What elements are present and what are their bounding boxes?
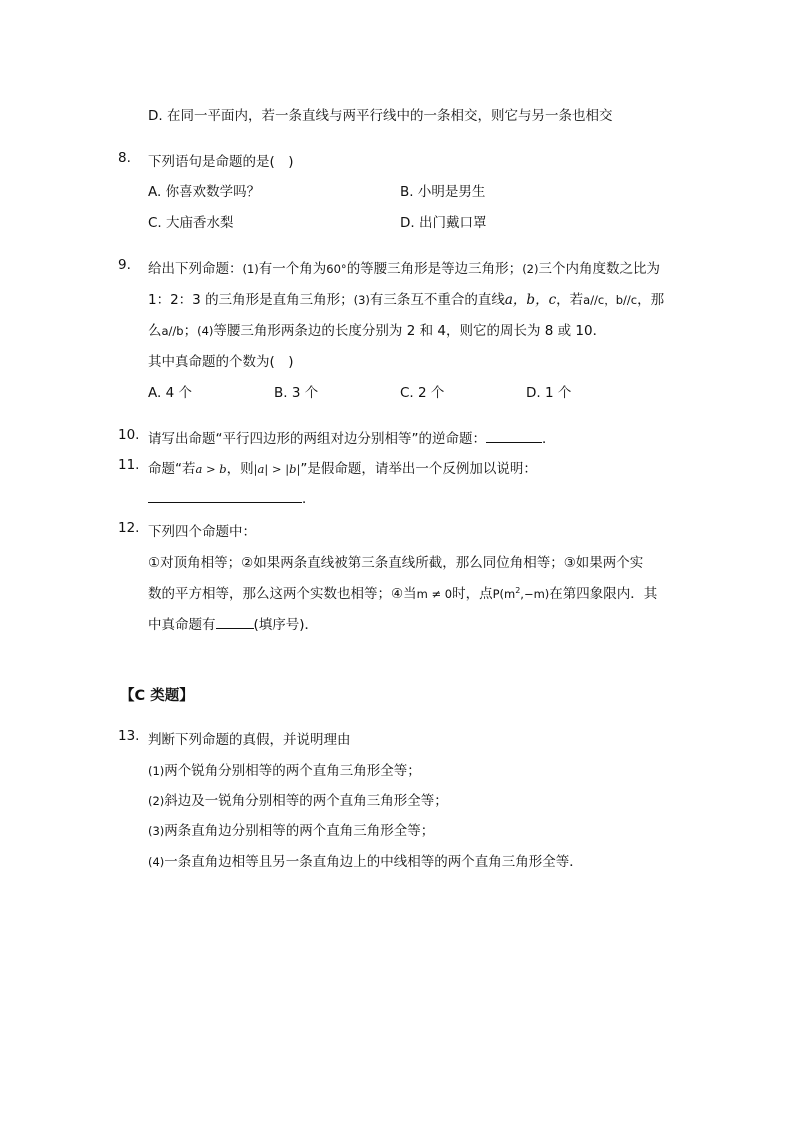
q9-ratio: 1：2：3 <box>148 292 201 308</box>
q10-end: ． <box>542 431 556 447</box>
q12-point-exponent: 2 <box>515 586 521 596</box>
q12-line-2 <box>148 582 657 602</box>
q12-condition: m ≠ 0 <box>416 587 453 601</box>
q11-text: ，则 <box>226 461 254 477</box>
q12-answer-blank[interactable] <box>216 616 254 629</box>
q9-label-2: (2) <box>522 262 539 276</box>
q10-number: 10. <box>118 427 140 443</box>
q13-item-2 <box>148 789 448 809</box>
q11-end: ． <box>302 491 316 507</box>
q9-label-4: (4) <box>197 324 214 338</box>
q9-text: 有三条互不重合的直线 <box>369 292 505 308</box>
q8-number: 8. <box>118 150 131 166</box>
q13-item-text: 一条直角边相等且另一条直角边上的中线相等的两个直角三角形全等． <box>164 854 583 870</box>
q7-option-d: D. 在同一平面内，若一条直线与两平行线中的一条相交，则它与另一条也相交 <box>148 108 613 124</box>
q11-text: ”是假命题，请举出一个反例加以说明： <box>300 461 537 477</box>
q9-line-1 <box>148 257 660 277</box>
q11-stem <box>148 457 537 477</box>
q8-option-b: B. 小明是男生 <box>400 184 486 200</box>
q9-angle: 60° <box>326 262 347 276</box>
q9-text: ，那 <box>637 292 665 308</box>
q12-point <box>493 587 550 601</box>
q10-stem <box>148 427 556 447</box>
q11-text: 命题“若 <box>148 461 196 477</box>
q9-parallel-result: a//b <box>161 324 184 338</box>
q13-item-text: 两个锐角分别相等的两个直角三角形全等； <box>164 763 421 779</box>
q9-text: ，若 <box>556 292 584 308</box>
section-c-title: 【C 类题】 <box>120 688 194 704</box>
q9-option-d: D. 1 个 <box>526 385 572 401</box>
q12-number: 12. <box>118 520 140 536</box>
q12-text: 时，点 <box>452 586 493 602</box>
q8-stem: 下列语句是命题的是( ) <box>148 154 294 170</box>
q13-stem: 判断下列命题的真假，并说明理由 <box>148 732 351 748</box>
q11-number: 11. <box>118 457 140 473</box>
q9-label-1: (1) <box>242 262 259 276</box>
q9-line-4: 其中真命题的个数为( ) <box>148 354 294 370</box>
q9-text: 的三角形是直角三角形； <box>200 292 354 308</box>
q13-item-text: 斜边及一锐角分别相等的两个直角三角形全等； <box>164 793 448 809</box>
q9-text: 给出下列命题： <box>148 261 243 277</box>
q11-condition: a > b <box>195 462 227 476</box>
q13-item-4 <box>148 850 583 870</box>
q13-item-label: (1) <box>148 764 165 778</box>
q13-item-label: (4) <box>148 855 165 869</box>
q9-text: 三个内角度数之比为 <box>538 261 660 277</box>
q12-stem: 下列四个命题中： <box>148 524 256 540</box>
q11-conclusion: |a| > |b| <box>253 462 301 476</box>
q12-line-3 <box>148 613 318 633</box>
q13-number: 13. <box>118 728 140 744</box>
q8-option-c: C. 大庙香水梨 <box>148 215 234 231</box>
q13-item-text: 两条直角边分别相等的两个直角三角形全等； <box>164 823 435 839</box>
q9-line-2 <box>148 288 664 308</box>
q11-answer-blank[interactable] <box>148 490 302 503</box>
q9-text: 有一个角为 <box>258 261 327 277</box>
q13-item-label: (2) <box>148 794 165 808</box>
q9-parallel-cond: a//c，b//c <box>583 293 638 307</box>
q9-text: 等腰三角形两条边的长度分别为 2 和 4，则它的周长为 8 或 10． <box>213 323 607 339</box>
q9-number: 9. <box>118 257 131 273</box>
q9-text: ； <box>183 323 198 339</box>
q9-option-a: A. 4 个 <box>148 385 192 401</box>
q9-line-3 <box>148 319 606 339</box>
q12-text: (填序号)． <box>253 617 319 633</box>
q12-point-rest: ,−m) <box>520 587 550 601</box>
q12-text: 中真命题有 <box>148 617 216 633</box>
q9-text: 的等腰三角形是等边三角形； <box>346 261 523 277</box>
q11-answer-line <box>148 487 316 507</box>
q13-item-1 <box>148 759 421 779</box>
q9-text: 么 <box>148 323 162 339</box>
q10-text: 请写出命题“平行四边形的两组对边分别相等”的逆命题： <box>148 431 486 447</box>
q12-point-name: P(m <box>492 587 516 601</box>
q13-item-3 <box>148 819 434 839</box>
q12-text: 在第四象限内．其 <box>549 586 658 602</box>
q8-option-a: A. 你喜欢数学吗？ <box>148 184 261 200</box>
q13-item-label: (3) <box>148 824 165 838</box>
q12-text: 数的平方相等，那么这两个实数也相等；④当 <box>148 586 417 602</box>
q12-line-1: ①对顶角相等；②如果两条直线被第三条直线所截，那么同位角相等；③如果两个实 <box>148 555 644 571</box>
q9-option-b: B. 3 个 <box>274 385 319 401</box>
q9-option-c: C. 2 个 <box>400 385 445 401</box>
q10-answer-blank[interactable] <box>486 430 542 443</box>
q9-label-3: (3) <box>353 293 370 307</box>
q9-lines-abc: a，b，c <box>504 292 557 308</box>
q8-option-d: D. 出门戴口罩 <box>400 215 487 231</box>
